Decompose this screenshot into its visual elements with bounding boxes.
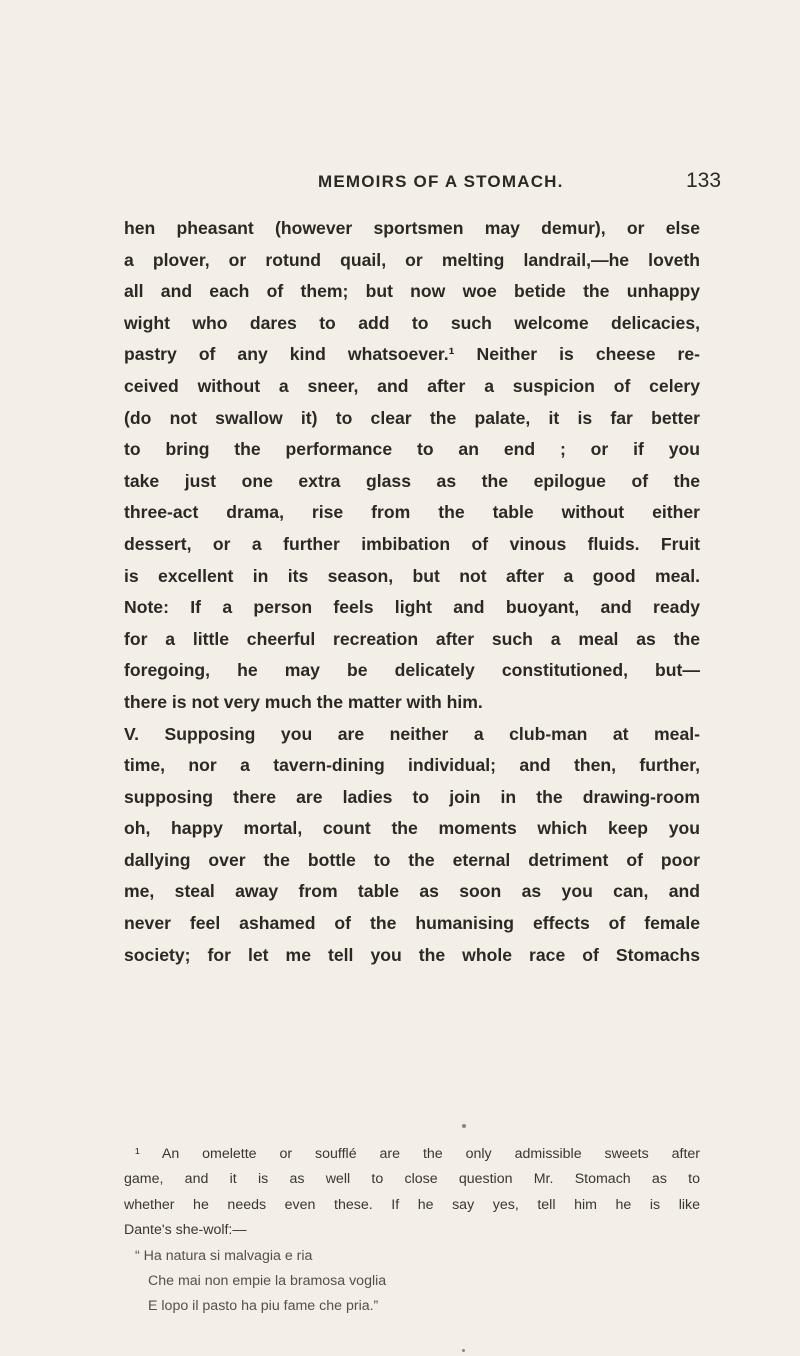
footnote-line: whether he needs even these. If he say yes, tell him he is like [124,1196,700,1213]
text-line: three-act drama, rise from the table without either [124,502,700,523]
footnote-line: game, and it is as well to close question Mr. Stomach as to [124,1171,700,1188]
footnote [124,1142,700,1320]
body-text [124,213,700,971]
text-line: there is not very much the matter with him. [124,691,483,712]
text-line: never feel ashamed of the humanising effects of female [124,913,700,934]
running-title: MEMOIRS OF A STOMACH. [318,172,564,191]
text-line: a plover, or rotund quail, or melting landrail,—he loveth [124,249,700,270]
page-number: 133 [686,169,722,192]
verse-line: E lopo il pasto ha piu fame che pria.” [148,1298,379,1315]
text-line: (do not swallow it) to clear the palate, it is far better [124,407,700,428]
text-line: take just one extra glass as the epilogue of the [124,470,700,491]
text-line: to bring the performance to an end ; or if you [124,439,700,460]
text-line: all and each of them; but now woe betide the unhappy [124,281,700,302]
text-line: dessert, or a further imbibation of vinous fluids. Fruit [124,533,700,554]
verse-line: Che mai non empie la bramosa voglia [148,1272,387,1289]
text-line: Note: If a person feels light and buoyant, and ready [124,597,700,618]
text-line: is excellent in its season, but not after a good meal. [124,565,700,586]
verse-line: “ Ha natura si malvagia e ria [135,1247,313,1264]
print-speck [462,1349,465,1352]
text-line: supposing there are ladies to join in the drawing-room [124,786,700,807]
text-line: me, steal away from table as soon as you can, and [124,881,700,902]
print-speck [462,1124,466,1128]
text-line: oh, happy mortal, count the moments which keep you [124,818,700,839]
text-line: foregoing, he may be delicately constitutioned, but— [124,660,700,681]
text-line: dallying over the bottle to the eternal detriment of poor [124,849,700,870]
text-line: ceived without a sneer, and after a suspicion of celery [124,375,700,396]
text-line: time, nor a tavern-dining individual; and then, further, [124,755,700,776]
text-line: for a little cheerful recreation after such a meal as the [124,628,700,649]
text-line: V. Supposing you are neither a club-man at meal- [124,723,700,744]
footnote-line: Dante's she-wolf:— [124,1222,247,1239]
footnote-line: ¹ An omelette or soufflé are the only admissible sweets after [135,1146,700,1162]
text-line: society; for let me tell you the whole race of Stomachs [124,944,700,965]
text-line: wight who dares to add to such welcome delicacies, [124,312,700,333]
text-line: hen pheasant (however sportsmen may demur), or else [124,218,700,238]
text-line: pastry of any kind whatsoever.¹ Neither is cheese re- [124,344,700,365]
